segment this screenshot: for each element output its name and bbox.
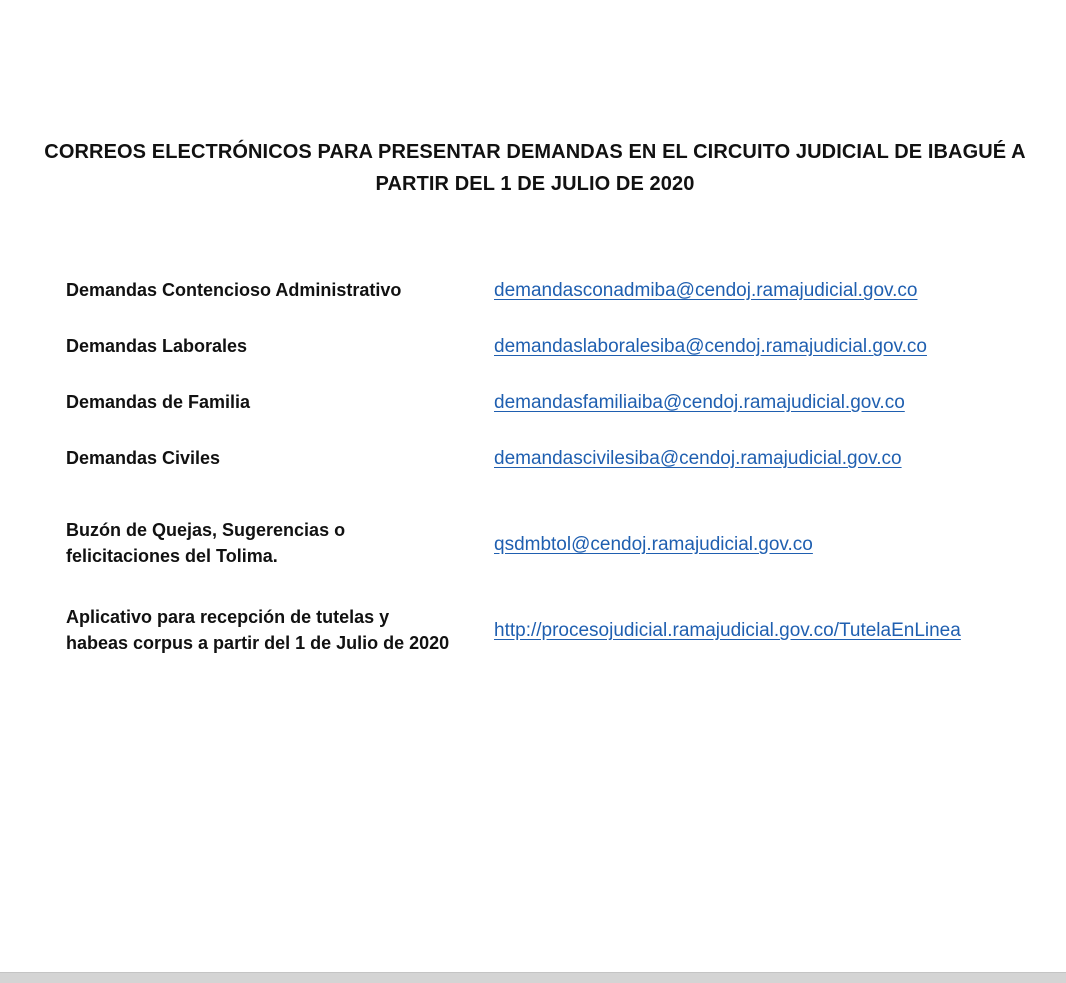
- entry-label: Demandas Laborales: [66, 336, 248, 356]
- title-line-1: CORREOS ELECTRÓNICOS PARA PRESENTAR DEMANDAS EN EL CIRCUITO JUDICIAL DE IBAGUÉ A: [44, 141, 1026, 163]
- entry-civiles: [66, 446, 1046, 506]
- entry-contencioso-administrativo: [66, 278, 1046, 338]
- document-title: [20, 136, 1050, 200]
- entry-tutelas: [66, 605, 1046, 665]
- entry-label: Demandas Contencioso Administrativo: [66, 280, 402, 300]
- entry-label-line-2: felicitaciones del Tolima.: [66, 546, 278, 566]
- email-link-familia[interactable]: demandasfamiliaiba@cendoj.ramajudicial.gov.co: [494, 392, 905, 413]
- bottom-edge-bar: [0, 972, 1066, 983]
- email-link-buzon-quejas[interactable]: qsdmbtol@cendoj.ramajudicial.gov.co: [494, 534, 813, 555]
- entry-label-line-1: Buzón de Quejas, Sugerencias o: [66, 520, 346, 540]
- entry-label: Demandas de Familia: [66, 392, 251, 412]
- entry-laborales: [66, 334, 1046, 394]
- entry-label-line-2: habeas corpus a partir del 1 de Julio de 2020: [66, 633, 450, 653]
- entry-label: Demandas Civiles: [66, 448, 221, 468]
- email-link-laborales[interactable]: demandaslaboralesiba@cendoj.ramajudicial.gov.co: [494, 336, 927, 357]
- entry-familia: [66, 390, 1046, 450]
- email-link-contencioso-administrativo[interactable]: demandasconadmiba@cendoj.ramajudicial.gov.co: [494, 280, 918, 301]
- email-link-civiles[interactable]: demandascivilesiba@cendoj.ramajudicial.gov.co: [494, 448, 902, 469]
- entry-buzon-quejas: [66, 518, 1046, 578]
- entry-label-line-1: Aplicativo para recepción de tutelas y: [66, 607, 390, 627]
- title-line-2: PARTIR DEL 1 DE JULIO DE 2020: [375, 173, 695, 195]
- url-link-tutelas[interactable]: http://procesojudicial.ramajudicial.gov.co/TutelaEnLinea: [494, 620, 961, 641]
